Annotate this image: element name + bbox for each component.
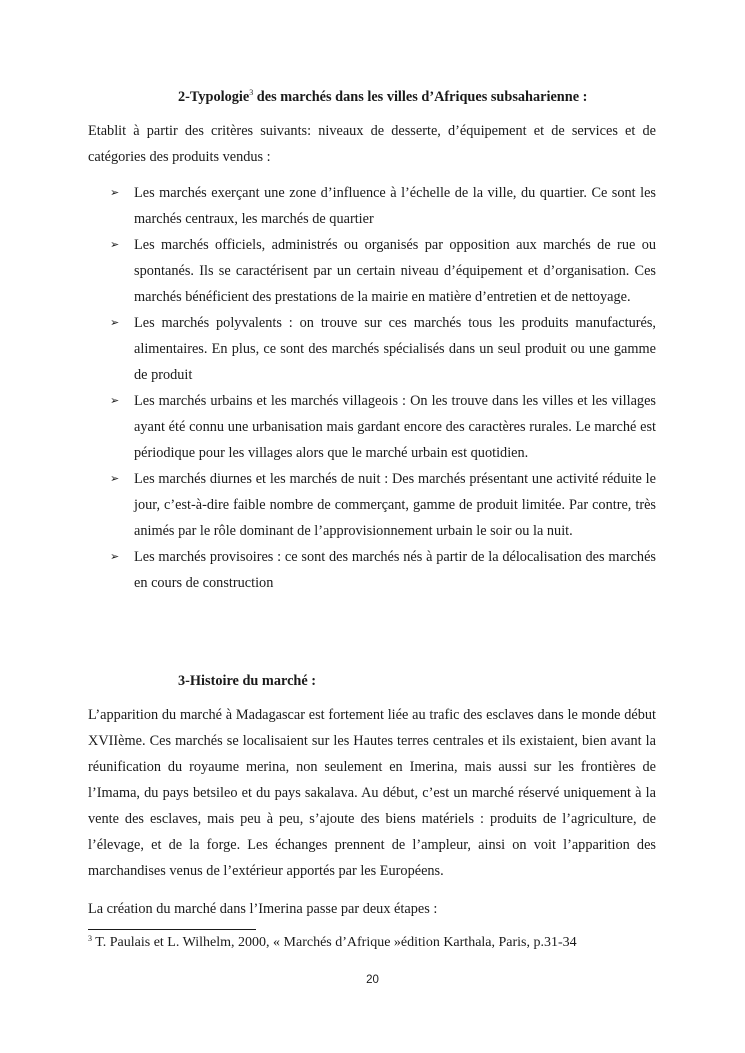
- section-heading-typologie-prefix: 2-Typologie: [178, 89, 250, 105]
- list-item-text: Les marchés diurnes et les marchés de nuit : Des marchés présentant une activité réduite le jour, c’est-à-dire faible nombre de commerçant, gamme de produit limitée. Par contre, très animés par le rôle dominant de l’approvisionnement urbain le soir ou la nuit.: [134, 471, 656, 539]
- section-heading-histoire: 3-Histoire du marché :: [178, 673, 317, 689]
- list-item: [88, 232, 656, 310]
- list-item: [88, 310, 656, 388]
- arrow-bullet-icon: ➢: [110, 394, 120, 407]
- footnote-divider: [88, 929, 256, 930]
- intro-paragraph: Etablit à partir des critères suivants: niveaux de desserte, d’équipement et de services et de catégories des produits vendus :: [88, 123, 656, 165]
- section-heading-typologie: [178, 89, 587, 106]
- list-item: [88, 180, 656, 232]
- footnote-number: 3: [88, 934, 92, 943]
- list-item-text: Les marchés polyvalents : on trouve sur ces marchés tous les produits manufacturés, alimentaires. En plus, ce sont des marchés spécialisés dans un seul produit ou une gamme de produit: [134, 315, 656, 383]
- arrow-bullet-icon: ➢: [110, 550, 120, 563]
- arrow-bullet-icon: ➢: [110, 238, 120, 251]
- page-number: 20: [366, 974, 379, 986]
- creation-paragraph: La création du marché dans l’Imerina passe par deux étapes :: [88, 901, 438, 917]
- arrow-bullet-icon: ➢: [110, 316, 120, 329]
- list-item-text: Les marchés urbains et les marchés villageois : On les trouve dans les villes et les villages ayant été connu une urbanisation mais gardant encore des caractères rurales. Le marché est périodique pour les villages alors que le marché urbain est quotidien.: [134, 393, 656, 461]
- list-item-text: Les marchés officiels, administrés ou organisés par opposition aux marchés de rue ou spontanés. Ils se caractérisent par un certain niveau d’équipement et d’organisation. Ces marchés bénéficient des prestations de la mairie en matière d’entretien et de nettoyage.: [134, 237, 656, 305]
- footnote-reference[interactable]: 3: [249, 88, 254, 97]
- list-item-text: Les marchés provisoires : ce sont des marchés nés à partir de la délocalisation des marchés en cours de construction: [134, 549, 656, 591]
- market-types-list: [88, 180, 656, 596]
- list-item: [88, 544, 656, 596]
- arrow-bullet-icon: ➢: [110, 186, 120, 199]
- list-item: [88, 466, 656, 544]
- list-item: [88, 388, 656, 466]
- list-item-text: Les marchés exerçant une zone d’influence à l’échelle de la ville, du quartier. Ce sont les marchés centraux, les marchés de quartier: [134, 185, 656, 227]
- footnote-text: T. Paulais et L. Wilhelm, 2000, « Marchés d’Afrique »édition Karthala, Paris, p.31-34: [92, 935, 577, 950]
- history-paragraph: L’apparition du marché à Madagascar est fortement liée au trafic des esclaves dans le monde début XVIIème. Ces marchés se localisaient sur les Hautes terres centrales et ils existaient, bien avant la réunification du royaume merina, non seulement en Imerina, mais aussi sur les frontières de l’Imama, du pays betsileo et du pays sakalava. Au début, c’est un marché réservé uniquement à la vente des esclaves, mais peu à peu, s’ajoute des biens matériels : produits de l’agriculture, de l’élevage, et de la forge. Les échanges prennent de l’ampleur, ainsi on voit l’apparition des marchandises venus de l’extérieur apportés par les Européens.: [88, 707, 656, 879]
- arrow-bullet-icon: ➢: [110, 472, 120, 485]
- section-heading-typologie-suffix: des marchés dans les villes d’Afriques subsaharienne :: [253, 89, 588, 105]
- footnote: [88, 935, 577, 951]
